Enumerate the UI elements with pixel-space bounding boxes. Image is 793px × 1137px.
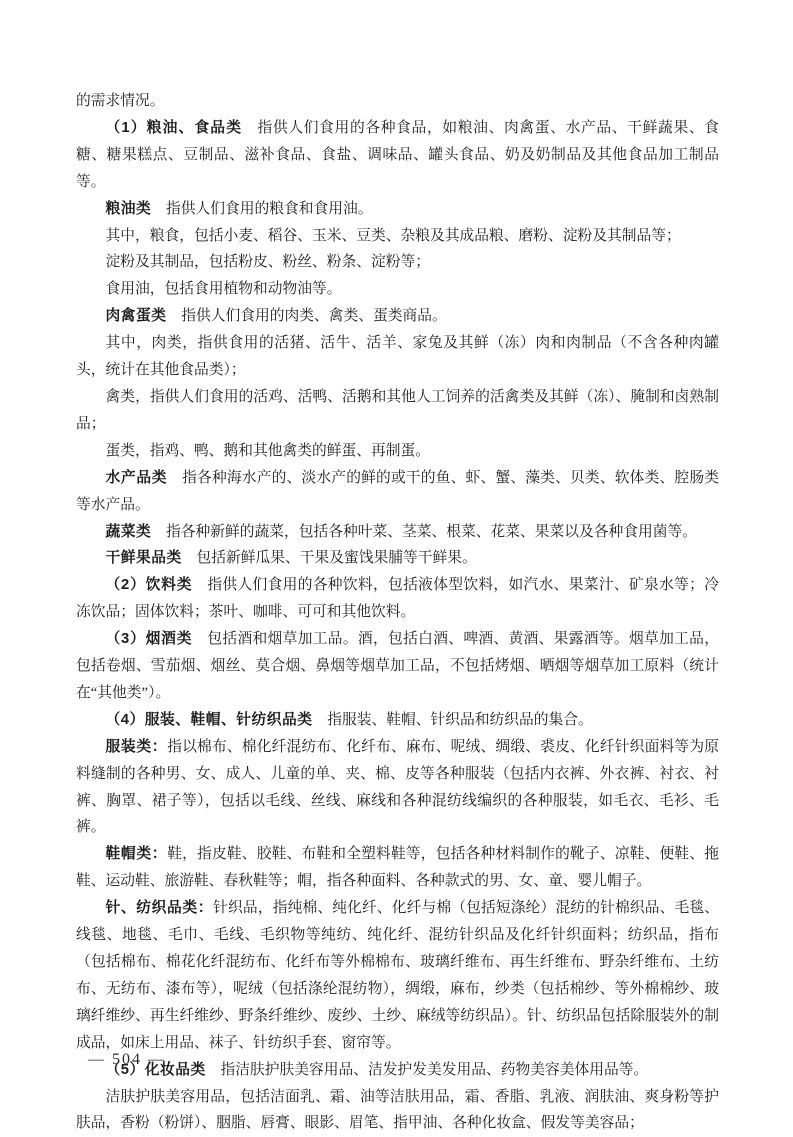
paragraph — [76, 465, 719, 519]
paragraph — [76, 626, 719, 707]
paragraph — [76, 519, 719, 546]
term-heading: （1）粮油、食品类 — [105, 119, 243, 136]
paragraph — [76, 841, 719, 895]
paragraph — [76, 707, 719, 734]
paragraph-text: 其中，粮食，包括小麦、稻谷、玉米、豆类、杂粮及其成品粮、磨粉、淀粉及其制品等； — [105, 227, 681, 244]
paragraph-text: 指各种海水产的、淡水产的鲜的或干的鱼、虾、蟹、藻类、贝类、软体类、腔肠类等水产品。 — [76, 469, 720, 513]
paragraph-text: 食用油，包括食用植物和动物油等。 — [105, 281, 342, 298]
term-heading: 针、纺织品类： — [105, 900, 214, 917]
paragraph — [76, 196, 719, 223]
paragraph — [76, 734, 719, 842]
term-heading: 鞋帽类： — [105, 846, 168, 863]
term-heading: （5）化妆品类 — [105, 1061, 206, 1078]
paragraph-text: 针织品，指纯棉、纯化纤、化纤与棉（包括短涤纶）混纺的针棉织品、毛毯、线毯、地毯、毛巾、毛线、毛织物等纯纺、纯化纤、混纺针织品及化纤针织面料；纺织品，指布（包括棉布、棉花化纤混纺布、化纤布等外棉棉布、玻璃纤维布、再生纤维布、野杂纤维布、土纺布、无纺布、漆布等），呢绒（包括涤纶混纺物），绸缎，麻布，纱类（包括棉纱、等外棉棉纱、玻璃纤维纱、再生纤维纱、野条纤维纱、废纱、土纱、麻绒等纺织品）。针、纺织品包括除服装外的制成品，如床上用品、袜子、针纺织手套、窗帘等。 — [76, 900, 720, 1051]
page-number: — 504 — — [88, 1051, 166, 1068]
paragraph — [76, 249, 719, 276]
paragraph — [76, 895, 719, 1056]
paragraph-text: 指以棉布、棉化纤混纺布、化纤布、麻布、呢绒、绸缎、裘皮、化纤针织面料等为原料缝制的各种男、女、成人、儿童的单、夹、棉、皮等各种服装（包括内衣裤、外衣裤、衬衣、衬裤、胸罩、裙子等），包括以毛线、丝线、麻线和各种混纺线编织的各种服装，如毛衣、毛衫、毛裤。 — [76, 738, 720, 836]
paragraph — [76, 438, 719, 465]
paragraph — [76, 115, 719, 196]
term-heading: （2）饮料类 — [105, 577, 193, 594]
paragraph-text: 洁肤护肤美容用品，包括洁面乳、霜、油等洁肤用品，霜、香脂、乳液、润肤油、爽身粉等护肤品，香粉（粉饼）、胭脂、唇膏、眼影、眉笔、指甲油、各种化妆盒、假发等美容品； — [76, 1088, 719, 1132]
paragraph-text: 指各种新鲜的蔬菜，包括各种叶菜、茎菜、根菜、花菜、果菜以及各种食用菌等。 — [151, 523, 697, 540]
term-heading: （3）烟酒类 — [105, 631, 193, 648]
paragraph — [76, 1057, 719, 1084]
paragraph-text: 指供人们食用的粮食和食用油。 — [151, 200, 373, 217]
document-body — [76, 88, 719, 1137]
paragraph-text: 其中，肉类，指供食用的活猪、活牛、活羊、家兔及其鲜（冻）肉和肉制品（不含各种肉罐头，统计在其他食品类）； — [76, 335, 719, 379]
paragraph — [76, 1084, 719, 1137]
term-heading: 粮油类 — [105, 200, 152, 217]
paragraph-text: 包括酒和烟草加工品。酒，包括白酒、啤酒、黄酒、果露酒等。烟草加工品，包括卷烟、雪茄烟、烟丝、莫合烟、鼻烟等烟草加工品，不包括烤烟、晒烟等烟草加工原料（统计在“其他类”）。 — [76, 631, 719, 701]
paragraph-text: 指洁肤护肤美容用品、洁发护发美发用品、药物美容美体用品等。 — [205, 1061, 649, 1078]
paragraph-text: 蛋类，指鸡、鸭、鹅和其他禽类的鲜蛋、再制蛋。 — [105, 442, 430, 459]
paragraph — [76, 330, 719, 384]
paragraph — [76, 88, 719, 115]
term-heading: 水产品类 — [105, 469, 168, 486]
paragraph-text: 鞋，指皮鞋、胶鞋、布鞋和全塑料鞋等，包括各种材料制作的靴子、凉鞋、便鞋、拖鞋、运动鞋、旅游鞋、春秋鞋等；帽，指各种面料、各种款式的男、女、童、婴儿帽子。 — [76, 846, 720, 890]
paragraph-text: 指供人们食用的肉类、禽类、蛋类商品。 — [166, 308, 447, 325]
paragraph — [76, 545, 719, 572]
paragraph-text: 指服装、鞋帽、针织品和纺织品的集合。 — [312, 711, 593, 728]
paragraph — [76, 384, 719, 438]
paragraph-text: 指供人们食用的各种食品，如粮油、肉禽蛋、水产品、干鲜蔬果、食糖、糖果糕点、豆制品、滋补食品、食盐、调味品、罐头食品、奶及奶制品及其他食品加工制品等。 — [76, 119, 719, 190]
paragraph-text: 禽类，指供人们食用的活鸡、活鸭、活鹅和其他人工饲养的活禽类及其鲜（冻）、腌制和卤熟制品； — [76, 388, 719, 432]
term-heading: 蔬菜类 — [105, 523, 152, 540]
paragraph-text: 包括新鲜瓜果、干果及蜜饯果脯等干鲜果。 — [181, 550, 477, 567]
paragraph-text: 的需求情况。 — [76, 93, 165, 109]
paragraph-text: 指供人们食用的各种饮料，包括液体型饮料，如汽水、果菜汁、矿泉水等；冷冻饮品；固体饮料；茶叶、咖啡、可可和其他饮料。 — [76, 577, 719, 621]
term-heading: 肉禽蛋类 — [105, 308, 167, 325]
paragraph — [76, 303, 719, 330]
paragraph-text: 淀粉及其制品，包括粉皮、粉丝、粉条、淀粉等； — [105, 254, 430, 271]
term-heading: （4）服装、鞋帽、针纺织品类 — [105, 711, 313, 728]
term-heading: 干鲜果品类 — [105, 550, 182, 567]
paragraph — [76, 276, 719, 303]
paragraph — [76, 572, 719, 626]
paragraph — [76, 223, 719, 250]
term-heading: 服装类： — [105, 738, 168, 755]
